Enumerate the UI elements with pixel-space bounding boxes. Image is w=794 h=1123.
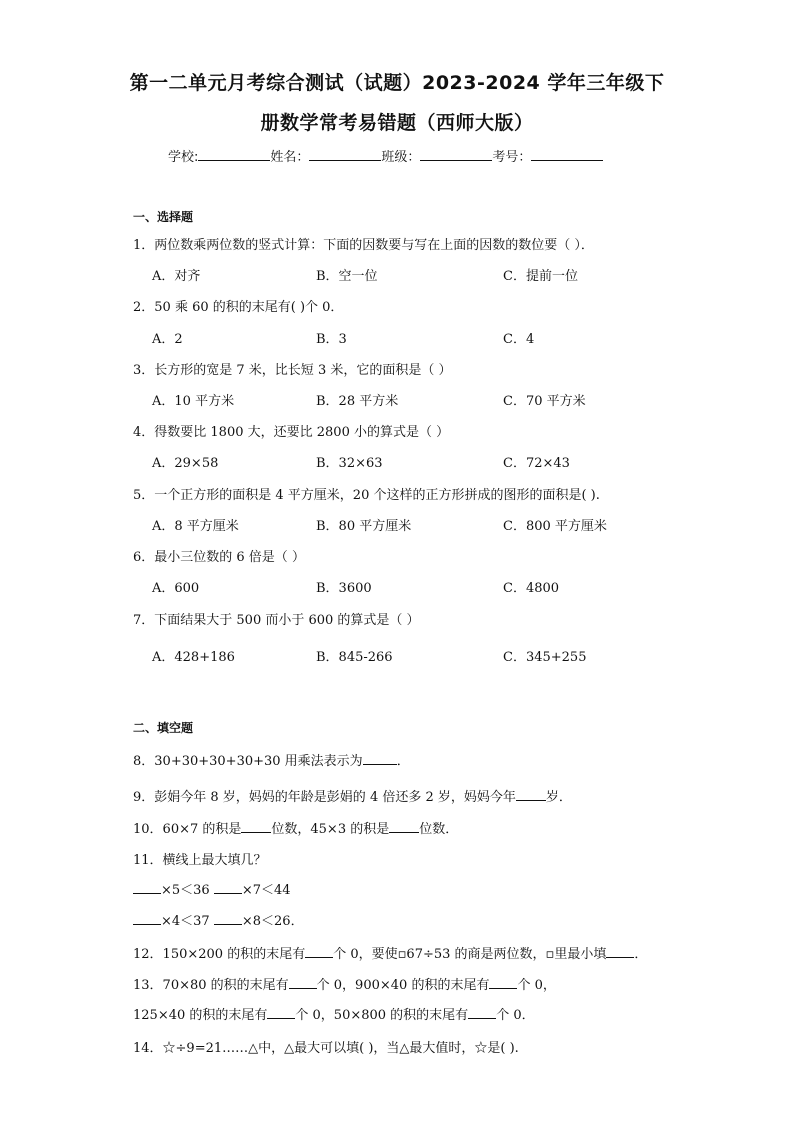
question-5: 5．一个正方形的面积是 4 平方厘米，20 个这样的正方形拼成的图形的面积是( ). bbox=[133, 488, 600, 503]
q3-option-b: B．28 平方米 bbox=[316, 394, 399, 409]
name-field[interactable] bbox=[309, 148, 381, 161]
q13-blank-3[interactable] bbox=[267, 1007, 295, 1019]
q13-blank-1[interactable] bbox=[289, 977, 317, 989]
question-3: 3．长方形的宽是 7 米，比长短 3 米，它的面积是（ ） bbox=[133, 363, 452, 378]
q12-blank-1[interactable] bbox=[305, 946, 333, 958]
question-13-line-2 bbox=[133, 1004, 535, 1023]
question-7: 7．下面结果大于 500 而小于 600 的算式是（ ） bbox=[133, 613, 420, 628]
question-9 bbox=[133, 786, 572, 805]
question-4: 4．得数要比 1800 大，还要比 2800 小的算式是（ ） bbox=[133, 425, 450, 440]
q8-text: 8．30+30+30+30+30 用乘法表示为 bbox=[133, 754, 363, 769]
q6-option-c: C．4800 bbox=[503, 581, 560, 596]
q9-blank[interactable] bbox=[516, 789, 546, 801]
q10-text-2: 位数，45×3 的积是 bbox=[271, 822, 390, 837]
id-label: 考号： bbox=[492, 150, 532, 165]
q1-option-b: B．空一位 bbox=[316, 269, 378, 284]
q11-expr-2: ×7＜44 bbox=[241, 883, 291, 898]
q11-expr-3: ×4＜37 bbox=[161, 914, 210, 929]
q12-text-1: 12．150×200 的积的末尾有 bbox=[133, 947, 306, 962]
q13-text-5: 个 0，50×800 的积的末尾有 bbox=[295, 1008, 469, 1023]
question-14: 14．☆÷9=21……△中，△最大可以填( )，当△最大值时，☆是( ). bbox=[133, 1041, 519, 1056]
school-label: 学校: bbox=[168, 150, 199, 165]
q10-text-1: 10．60×7 的积是 bbox=[133, 822, 242, 837]
question-12 bbox=[133, 943, 647, 962]
q3-option-a: A．10 平方米 bbox=[152, 394, 235, 409]
q9-text: 9．彭娟今年 8 岁，妈妈的年龄是彭娟的 4 倍还多 2 岁，妈妈今年 bbox=[133, 790, 516, 805]
section-title-choice: 一、选择题 bbox=[133, 210, 194, 224]
q13-text-3: 个 0， bbox=[517, 978, 556, 993]
q11-blank-3[interactable] bbox=[133, 913, 161, 925]
q5-option-c: C．800 平方厘米 bbox=[503, 519, 607, 534]
student-info-line bbox=[168, 146, 603, 165]
question-2: 2．50 乘 60 的积的末尾有( )个 0． bbox=[133, 300, 344, 315]
q13-text-1: 13．70×80 的积的末尾有 bbox=[133, 978, 289, 993]
q11-blank-1[interactable] bbox=[133, 882, 161, 894]
school-field[interactable] bbox=[198, 148, 270, 161]
q11-row-1 bbox=[133, 879, 291, 898]
question-8 bbox=[133, 750, 410, 769]
q10-blank-2[interactable] bbox=[389, 821, 419, 833]
q7-option-b: B．845-266 bbox=[316, 650, 393, 665]
q1-option-a: A．对齐 bbox=[152, 269, 201, 284]
q11-expr-4: ×8＜26． bbox=[241, 914, 304, 929]
q13-text-2: 个 0，900×40 的积的末尾有 bbox=[316, 978, 490, 993]
section-title-fill: 二、填空题 bbox=[133, 721, 194, 735]
q6-option-b: B．3600 bbox=[316, 581, 372, 596]
q7-option-a: A．428+186 bbox=[152, 650, 235, 665]
q13-text-6: 个 0． bbox=[496, 1008, 535, 1023]
name-label: 姓名： bbox=[270, 150, 310, 165]
q12-end: ． bbox=[634, 947, 648, 962]
question-11: 11．横线上最大填几？ bbox=[133, 853, 267, 868]
class-field[interactable] bbox=[420, 148, 492, 161]
q13-text-4: 125×40 的积的末尾有 bbox=[133, 1008, 268, 1023]
page-title-line2: 册数学常考易错题（西师大版） bbox=[260, 112, 534, 134]
page-title-line1: 第一二单元月考综合测试（试题）2023-2024 学年三年级下 bbox=[129, 72, 665, 94]
q6-option-a: A．600 bbox=[152, 581, 200, 596]
question-1: 1．两位数乘两位数的竖式计算：下面的因数要与写在上面的因数的数位要（ ）． bbox=[133, 238, 594, 253]
q5-option-b: B．80 平方厘米 bbox=[316, 519, 412, 534]
class-label: 班级： bbox=[381, 150, 421, 165]
id-field[interactable] bbox=[531, 148, 603, 161]
q5-option-a: A．8 平方厘米 bbox=[152, 519, 239, 534]
q11-blank-2[interactable] bbox=[214, 882, 242, 894]
q10-blank-1[interactable] bbox=[241, 821, 271, 833]
q2-option-b: B．3 bbox=[316, 332, 347, 347]
q4-option-a: A．29×58 bbox=[152, 456, 219, 471]
question-13-line-1 bbox=[133, 974, 556, 993]
q12-text-2: 个 0，要使▫67÷53 的商是两位数，▫里最小填 bbox=[333, 947, 607, 962]
q1-option-c: C．提前一位 bbox=[503, 269, 578, 284]
q9-end: 岁． bbox=[545, 790, 572, 805]
q13-blank-2[interactable] bbox=[489, 977, 517, 989]
q11-blank-4[interactable] bbox=[214, 913, 242, 925]
q7-option-c: C．345+255 bbox=[503, 650, 587, 665]
q11-row-2 bbox=[133, 910, 304, 929]
q4-option-c: C．72×43 bbox=[503, 456, 570, 471]
q12-blank-2[interactable] bbox=[606, 946, 634, 958]
q11-expr-1: ×5＜36 bbox=[161, 883, 210, 898]
q2-option-c: C．4 bbox=[503, 332, 535, 347]
q8-blank[interactable] bbox=[363, 753, 397, 765]
q3-option-c: C．70 平方米 bbox=[503, 394, 586, 409]
question-10 bbox=[133, 818, 458, 837]
q13-blank-4[interactable] bbox=[468, 1007, 496, 1019]
question-6: 6．最小三位数的 6 倍是（ ） bbox=[133, 550, 305, 565]
q4-option-b: B．32×63 bbox=[316, 456, 383, 471]
q8-end: ． bbox=[396, 754, 410, 769]
q2-option-a: A．2 bbox=[152, 332, 183, 347]
q10-end: 位数． bbox=[419, 822, 459, 837]
